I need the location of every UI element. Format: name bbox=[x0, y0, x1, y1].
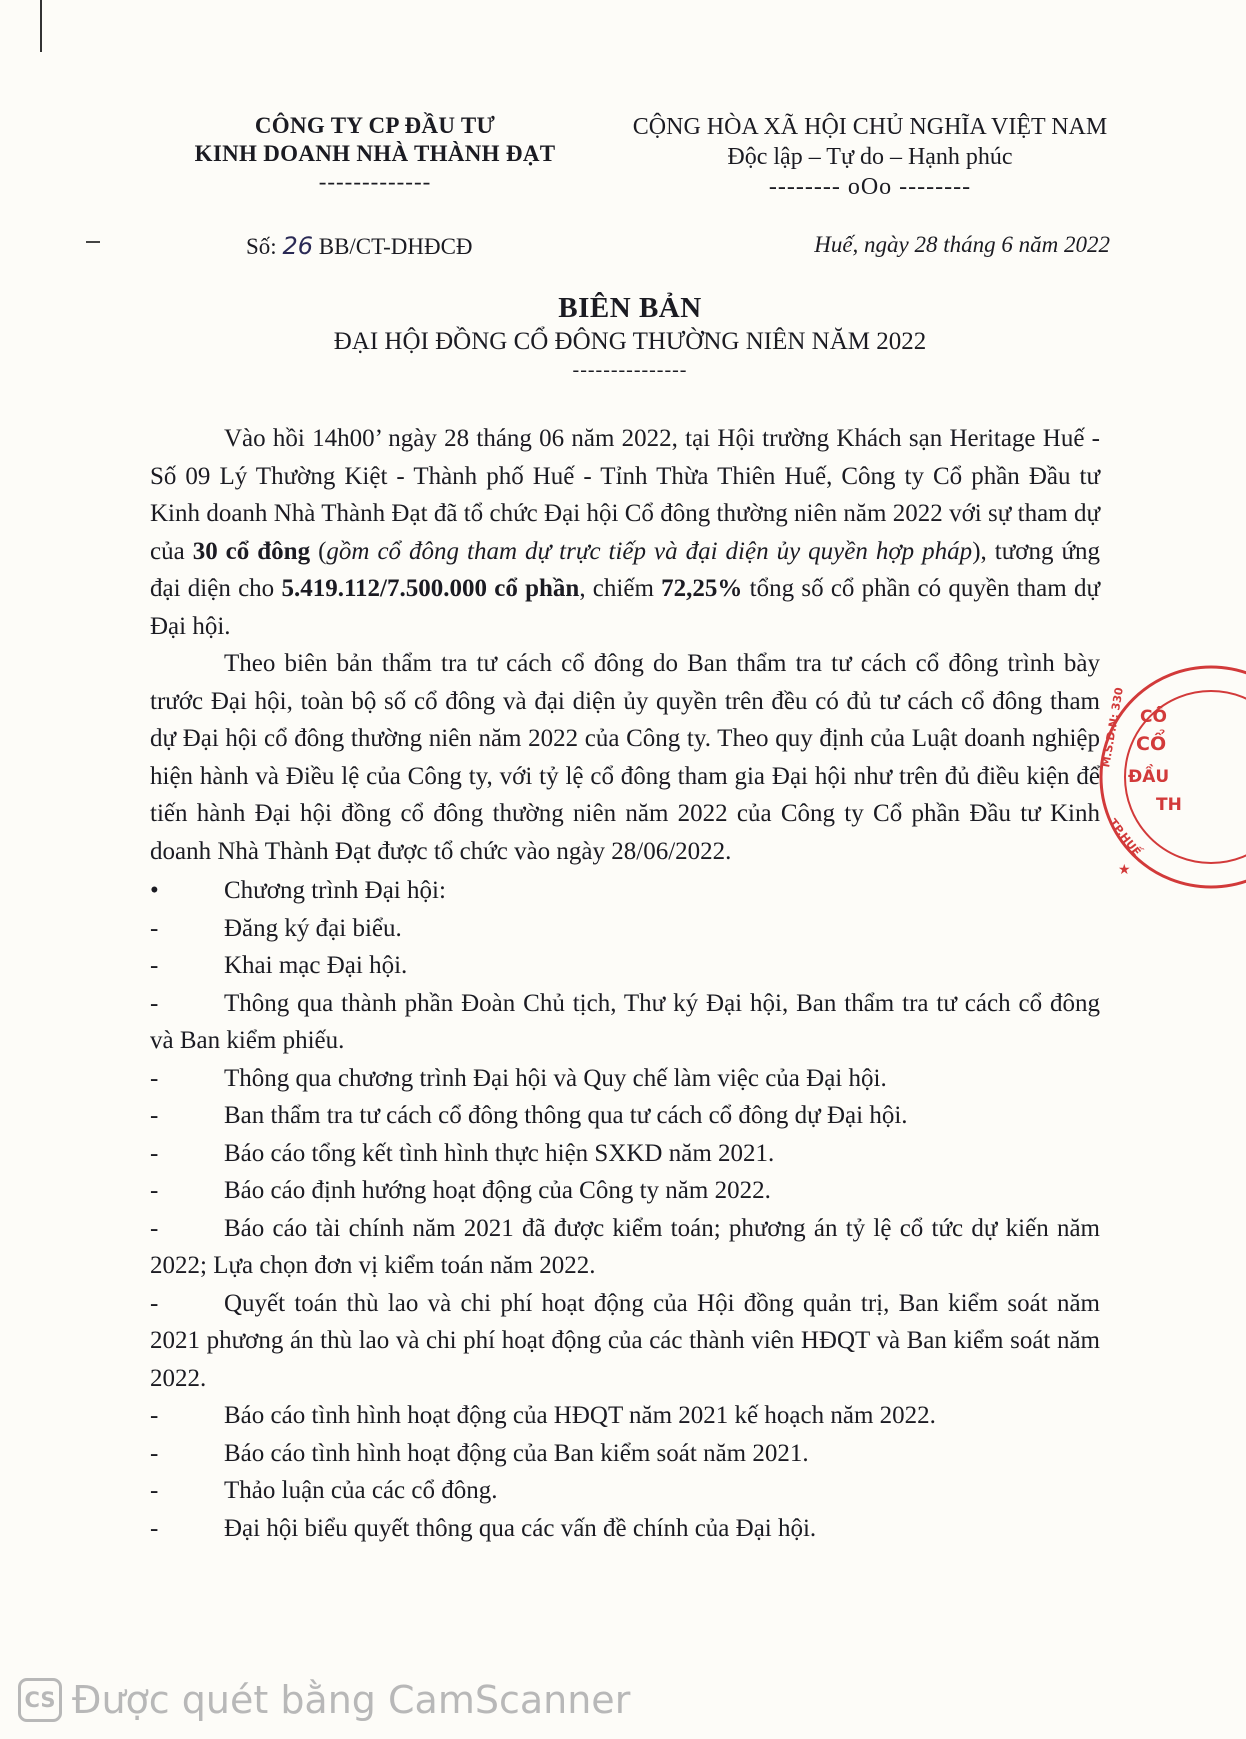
stamp-star-icon: ★ bbox=[1118, 862, 1131, 878]
stamp-ring-text: M.S.D.N: 330 bbox=[1099, 686, 1126, 769]
document-title bbox=[240, 290, 1020, 382]
opening-text-1: Vào hồi 14h00’ ngày 28 tháng 06 năm 2022, tại Hội trường Khách sạn Heritage Huế - Số 09 Lý Thường Kiệt - Thành phố Huế - Tỉnh Thừa Thiên Huế, Công ty Cổ phần Đầu tư Kinh doanh Nhà Thành Đạt đã tổ chức Đại hội Cổ đông thường niên năm 2022 với sự tham dự của bbox=[150, 425, 1100, 565]
agenda-heading: • Chương trình Đại hội: bbox=[150, 872, 1100, 910]
document-body bbox=[150, 420, 1100, 1547]
list-item: - Khai mạc Đại hội. bbox=[150, 947, 1100, 985]
document-number-code: BB/CT-DHĐCĐ bbox=[318, 234, 473, 259]
nation-separator: -------- oOo -------- bbox=[768, 174, 972, 200]
document-meta bbox=[0, 232, 1164, 268]
list-item: - Báo cáo định hướng hoạt động của Công ty năm 2022. bbox=[150, 1172, 1100, 1210]
document-date: Huế, ngày 28 tháng 6 năm 2022 bbox=[814, 232, 1110, 257]
title-sub: ĐẠI HỘI ĐỒNG CỔ ĐÔNG THƯỜNG NIÊN NĂM 2022 bbox=[333, 328, 927, 355]
share-count: 5.419.112/7.500.000 cổ phần bbox=[281, 575, 580, 602]
title-main: BIÊN BẢN bbox=[558, 292, 702, 324]
list-item: - Đại hội biểu quyết thông qua các vấn đề chính của Đại hội. bbox=[150, 1510, 1100, 1548]
dash-marker: - bbox=[150, 1477, 159, 1504]
dash-marker: - bbox=[150, 1064, 159, 1092]
scan-line-mark bbox=[40, 0, 42, 52]
dash-marker: - bbox=[150, 1514, 159, 1542]
stamp-word-3: ĐẦU bbox=[1128, 767, 1170, 787]
company-separator: ------------- bbox=[318, 169, 432, 194]
list-item: - Quyết toán thù lao và chi phí hoạt động của Hội đồng quản trị, Ban kiểm soát năm 2021 phương án thù lao và chi phí hoạt động của các thành viên HĐQT và Ban kiểm soát năm 2022. bbox=[150, 1285, 1100, 1398]
document-number-label: Số: bbox=[246, 234, 277, 259]
dash-marker: - bbox=[150, 989, 159, 1017]
company-name-line1: CÔNG TY CP ĐẦU TƯ bbox=[254, 113, 496, 138]
dash-marker: - bbox=[150, 1289, 159, 1317]
list-item: - Ban thẩm tra tư cách cổ đông thông qua tư cách cổ đông dự Đại hội. bbox=[150, 1097, 1100, 1135]
attendance-note: gồm cổ đông tham dự trực tiếp và đại diện ủy quyền hợp pháp bbox=[326, 537, 973, 565]
title-separator: --------------- bbox=[572, 359, 688, 381]
stamp-word-2: CỔ bbox=[1136, 733, 1167, 755]
stamp-word-4: TH bbox=[1156, 795, 1182, 815]
opening-text-4: , chiếm bbox=[579, 575, 662, 602]
dash-marker: - bbox=[150, 952, 159, 979]
list-item: - Thông qua thành phần Đoàn Chủ tịch, Thư ký Đại hội, Ban thẩm tra tư cách cổ đông và Ban kiểm phiếu. bbox=[150, 985, 1100, 1060]
dash-marker: - bbox=[150, 1139, 159, 1167]
list-item: - Thông qua chương trình Đại hội và Quy chế làm việc của Đại hội. bbox=[150, 1060, 1100, 1098]
national-motto-block bbox=[600, 112, 1140, 202]
list-item: - Báo cáo tổng kết tình hình thực hiện SXKD năm 2021. bbox=[150, 1135, 1100, 1173]
dash-marker: - bbox=[150, 1439, 159, 1467]
list-item: - Báo cáo tình hình hoạt động của HĐQT năm 2021 kế hoạch năm 2022. bbox=[150, 1397, 1100, 1435]
share-percentage: 72,25% bbox=[661, 575, 743, 602]
dash-marker: - bbox=[150, 914, 159, 942]
watermark-text: Được quét bằng CamScanner bbox=[72, 1678, 631, 1722]
document-header bbox=[0, 112, 1164, 232]
list-item: - Báo cáo tình hình hoạt động của Ban kiểm soát năm 2021. bbox=[150, 1435, 1100, 1473]
opening-text-3: ), tương ứng đại diện cho bbox=[150, 537, 1101, 602]
company-block bbox=[160, 112, 590, 196]
opening-text-2: ( bbox=[310, 537, 327, 565]
document-number bbox=[246, 232, 473, 260]
agenda-list bbox=[150, 872, 1100, 1547]
company-seal-stamp bbox=[1096, 662, 1246, 892]
handwritten-number: 26 bbox=[282, 232, 313, 260]
dash-marker: - bbox=[150, 1214, 159, 1242]
stamp-city-text: TP.HUẾ bbox=[1106, 816, 1144, 859]
camscanner-logo-icon: CS bbox=[18, 1678, 62, 1722]
nation-name: CỘNG HÒA XÃ HỘI CHỦ NGHĨA VIỆT NAM bbox=[632, 114, 1108, 140]
dash-marker: - bbox=[150, 1402, 159, 1429]
bullet-icon: • bbox=[150, 877, 159, 904]
list-item: - Báo cáo tài chính năm 2021 đã được kiểm toán; phương án tỷ lệ cổ tức dự kiến năm 2022; Lựa chọn đơn vị kiểm toán năm 2022. bbox=[150, 1210, 1100, 1285]
nation-motto: Độc lập – Tự do – Hạnh phúc bbox=[727, 144, 1013, 170]
dash-marker: - bbox=[150, 1177, 159, 1204]
list-item: - Đăng ký đại biểu. bbox=[150, 910, 1100, 948]
shareholder-count: 30 cổ đông bbox=[192, 537, 311, 565]
opening-paragraph bbox=[150, 420, 1100, 645]
company-name-line2: KINH DOANH NHÀ THÀNH ĐẠT bbox=[194, 141, 556, 166]
verification-paragraph: Theo biên bản thẩm tra tư cách cổ đông do Ban thẩm tra tư cách cổ đông trình bày trước Đại hội, toàn bộ số cổ đông và đại diện ủy quyền trên đều có đủ tư cách cổ đông tham dự Đại hội cổ đông thường niên năm 2022 của Công ty. Theo quy định của Luật doanh nghiệp hiện hành và Điều lệ của Công ty, với tỷ lệ cổ đông tham gia Đại hội như trên đủ điều kiện để tiến hành Đại hội đồng cổ đông thường niên năm 2022 của Công ty Cổ phần Đầu tư Kinh doanh Nhà Thành Đạt được tổ chức vào ngày 28/06/2022. bbox=[150, 650, 1100, 865]
camscanner-watermark bbox=[18, 1672, 630, 1728]
stamp-word-1: CÔ bbox=[1140, 707, 1167, 727]
dash-marker: - bbox=[150, 1102, 159, 1129]
list-item: - Thảo luận của các cổ đông. bbox=[150, 1472, 1100, 1510]
opening-text-5: tổng số cổ phần có quyền tham dự Đại hội. bbox=[150, 575, 1100, 640]
